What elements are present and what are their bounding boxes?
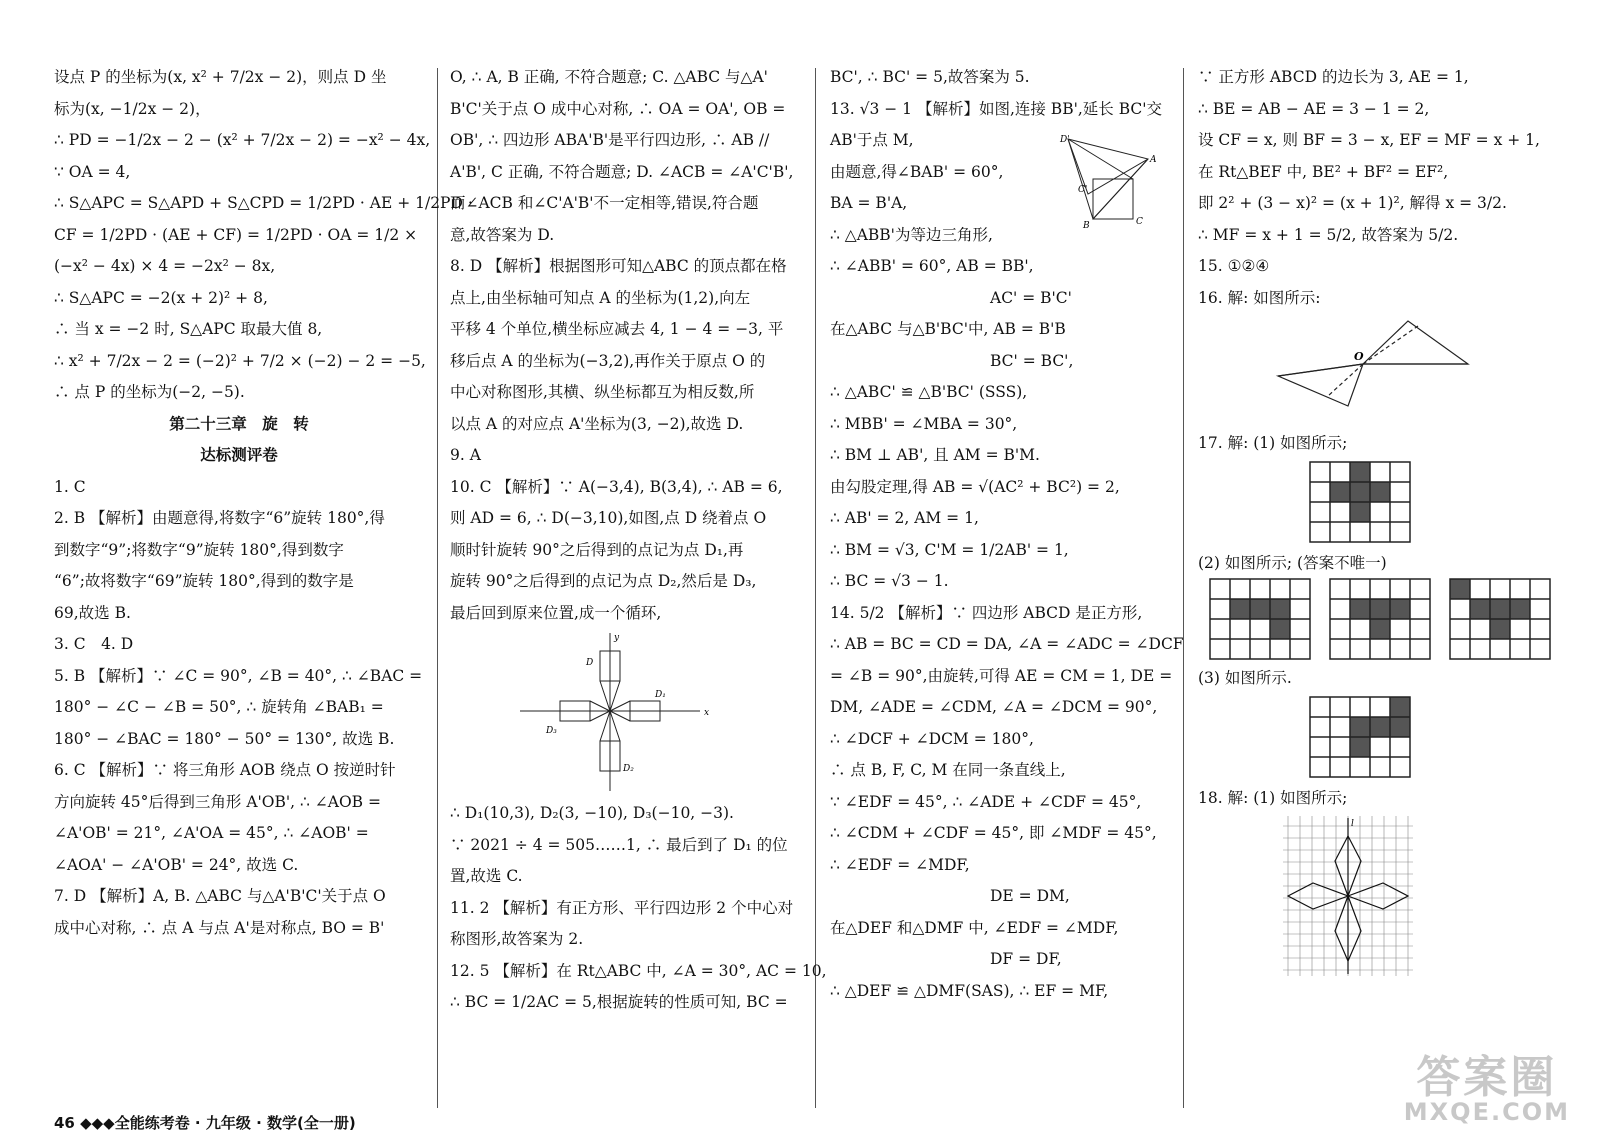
text-line: ∴ D₁(10,3), D₂(3, −10), D₃(−10, −3).	[450, 804, 734, 822]
text-line: CF = 1/2PD · (AE + CF) = 1/2PD · OA = 1/2 ×	[54, 225, 418, 244]
text-line: ∴ ∠DCF + ∠DCM = 180°,	[830, 729, 1034, 748]
text-line: A'B', C 正确, 不符合题意; D. ∠ACB = ∠A'C'B',	[450, 162, 794, 181]
text-line: OB', ∴ 四边形 ABA'B'是平行四边形, ∴ AB //	[450, 131, 770, 149]
text-line: 5. B 【解析】∵ ∠C = 90°, ∠B = 40°, ∴ ∠BAC =	[54, 666, 423, 685]
text-line: ∴ ∠ABB' = 60°, AB = BB',	[830, 257, 1034, 275]
text-line: 顺时针旋转 90°之后得到的点记为点 D₁,再	[450, 540, 744, 559]
section-title: 达标测评卷	[200, 446, 278, 464]
label-D: D	[586, 658, 594, 668]
text-line: 180° − ∠BAC = 180° − 50° = 130°, 故选 B.	[54, 729, 395, 748]
text-line: ∴ 点 B, F, C, M 在同一条直线上,	[830, 761, 1066, 779]
text-line: 成中心对称, ∴ 点 A 与点 A'是对称点, BO = B'	[54, 918, 385, 937]
text-block	[1198, 62, 1578, 314]
text-line: ∵ 正方形 ABCD 的边长为 3, AE = 1,	[1198, 68, 1469, 86]
text-line: DE = DM,	[990, 887, 1070, 905]
text-line: (−x² − 4x) × 4 = −2x² − 8x,	[54, 257, 276, 275]
text-line: 17. 解: (1) 如图所示;	[1198, 434, 1348, 452]
text-line: AC' = B'C'	[990, 288, 1072, 307]
rotation-figure-q10	[520, 631, 720, 796]
text-line: DM, ∠ADE = ∠CDM, ∠A = ∠DCM = 90°,	[830, 698, 1158, 716]
text-line: 69,故选 B.	[54, 603, 131, 622]
text-line: (2) 如图所示; (答案不唯一)	[1198, 553, 1387, 572]
text-block	[450, 62, 800, 629]
label-O: O	[1354, 350, 1364, 363]
label-C-prime: C'	[1078, 185, 1088, 195]
figure-q16	[1258, 316, 1478, 426]
watermark-logo: 答案圈 MXQE.COM	[1403, 1052, 1570, 1126]
text-line: ∴ MF = x + 1 = 5/2, 故答案为 5/2.	[1198, 225, 1459, 244]
label-A: A	[1150, 155, 1157, 165]
text-line: 12. 5 【解析】在 Rt△ABC 中, ∠A = 30°, AC = 10,	[450, 961, 827, 980]
text-line: 7. D 【解析】A, B. △ABC 与△A'B'C'关于点 O	[54, 887, 386, 905]
text-line: ∴ S△APC = S△APD + S△CPD = 1/2PD · AE + 1/2PD ·	[54, 194, 473, 212]
label-D2: D₂	[623, 764, 634, 774]
column-divider-1	[437, 68, 438, 1108]
column-3	[830, 62, 1184, 1007]
text-line: 由勾股定理,得 AB = √(AC² + BC²) = 2,	[830, 477, 1120, 496]
text-line: 置,故选 C.	[450, 867, 523, 885]
text-line: 11. 2 【解析】有正方形、平行四边形 2 个中心对	[450, 898, 794, 917]
text-line: 设 CF = x, 则 BF = 3 − x, EF = MF = x + 1,	[1198, 131, 1540, 149]
label-D: D'	[1060, 135, 1070, 145]
column-divider-2	[815, 68, 816, 1108]
column-divider-3	[1183, 68, 1184, 1108]
text-line: = ∠B = 90°,由旋转,可得 AE = CM = 1, DE =	[830, 666, 1173, 685]
text-line: 设点 P 的坐标为(x, x² + 7/2x − 2)，则点 D 坐	[54, 68, 387, 86]
text-line: 即 2² + (3 − x)² = (x + 1)², 解得 x = 3/2.	[1198, 194, 1507, 212]
label-D3: D₃	[546, 726, 557, 736]
text-line: 而∠ACB 和∠C'A'B'不一定相等,错误,符合题	[450, 194, 759, 212]
text-line: 15. ①②④	[1198, 257, 1270, 275]
text-line: 2. B 【解析】由题意得,将数字“6”旋转 180°,得	[54, 509, 385, 527]
text-line: ∴ S△APC = −2(x + 2)² + 8,	[54, 288, 268, 307]
text-line: O, ∴ A, B 正确, 不符合题意; C. △ABC 与△A'	[450, 68, 768, 86]
text-line: ∴ BC = 1/2AC = 5,根据旋转的性质可知, BC =	[450, 993, 788, 1011]
text-line: BC', ∴ BC' = 5,故答案为 5.	[830, 68, 1030, 86]
grid-figure-q18	[1283, 816, 1413, 976]
grid-figure-q17-3	[1310, 697, 1410, 781]
text-line: 方向旋转 45°后得到三角形 A'OB', ∴ ∠AOB =	[54, 792, 381, 811]
text-line: 称图形,故答案为 2.	[450, 930, 584, 948]
text-line: ∴ BC = √3 − 1.	[830, 572, 949, 590]
grid-figures-q17-2	[1210, 579, 1578, 663]
text-line: 点上,由坐标轴可知点 A 的坐标为(1,2),向左	[450, 288, 751, 307]
chapter-title: 第二十三章 旋 转	[169, 414, 309, 433]
text-line: AB'于点 M,	[830, 131, 914, 149]
text-line: DF = DF,	[990, 950, 1062, 968]
grid-figure	[1450, 579, 1550, 663]
text-line: 6. C 【解析】∵ 将三角形 AOB 绕点 O 按逆时针	[54, 761, 396, 779]
grid-figure	[1330, 579, 1430, 663]
text-line: ∵ ∠EDF = 45°, ∴ ∠ADE + ∠CDF = 45°,	[830, 792, 1142, 811]
text-line: ∴ ∠EDF = ∠MDF,	[830, 855, 970, 874]
text-line: 3. C 4. D	[54, 635, 134, 653]
label-l: l	[1351, 819, 1354, 829]
text-line: 最后回到原来位置,成一个循环,	[450, 603, 662, 622]
text-line: ∠AOA' − ∠A'OB' = 24°, 故选 C.	[54, 855, 299, 874]
text-line: 由题意,得∠BAB' = 60°,	[830, 162, 1004, 181]
y-axis-label: y	[614, 633, 620, 643]
text-line: 旋转 90°之后得到的点记为点 D₂,然后是 D₃,	[450, 572, 757, 590]
text-line: ∵ 2021 ÷ 4 = 505……1, ∴ 最后到了 D₁ 的位	[450, 835, 788, 854]
text-line: ∴ MBB' = ∠MBA = 30°,	[830, 414, 1018, 433]
text-line: 在△ABC 与△B'BC'中, AB = B'B	[830, 320, 1066, 338]
text-line: ∴ AB = BC = CD = DA, ∠A = ∠ADC = ∠DCF	[830, 635, 1184, 653]
text-block	[450, 798, 827, 1019]
text-block	[1198, 663, 1578, 695]
text-line: 18. 解: (1) 如图所示;	[1198, 788, 1348, 807]
text-line: ∠A'OB' = 21°, ∠A'OA = 45°, ∴ ∠AOB' =	[54, 824, 369, 842]
page-footer: 46 ◆◆◆全能练考卷 · 九年级 · 数学(全一册)	[54, 1114, 356, 1132]
grid-figure	[1210, 579, 1310, 663]
text-line: ∴ x² + 7/2x − 2 = (−2)² + 7/2 × (−2) − 2 = −5,	[54, 351, 426, 370]
text-line: 9. A	[450, 446, 481, 464]
text-line: 中心对称图形,其横、纵坐标都互为相反数,所	[450, 383, 755, 401]
text-line: (3) 如图所示.	[1198, 669, 1292, 687]
text-line: 16. 解: 如图所示:	[1198, 288, 1321, 307]
text-line: 移后点 A 的坐标为(−3,2),再作关于原点 O 的	[450, 351, 766, 370]
text-line: B'C'关于点 O 成中心对称, ∴ OA = OA', OB =	[450, 99, 786, 118]
text-block	[54, 62, 473, 409]
text-line: 13. √3 − 1 【解析】如图,连接 BB',延长 BC'交	[830, 99, 1162, 118]
text-line: 到数字“9”;将数字“9”旋转 180°,得到数字	[54, 540, 344, 559]
figure-q13	[1058, 134, 1168, 234]
text-line: 以点 A 的对应点 A'坐标为(3, −2),故选 D.	[450, 414, 744, 433]
text-line: ∴ 点 P 的坐标为(−2, −5).	[54, 383, 245, 401]
text-line: 14. 5/2 【解析】∵ 四边形 ABCD 是正方形,	[830, 603, 1143, 622]
text-line: ∵ OA = 4,	[54, 162, 131, 181]
text-line: ∴ △ABB'为等边三角形,	[830, 225, 993, 244]
text-line: ∴ ∠CDM + ∠CDF = 45°, 即 ∠MDF = 45°,	[830, 824, 1157, 842]
text-line: 则 AD = 6, ∴ D(−3,10),如图,点 D 绕着点 O	[450, 509, 767, 527]
x-axis-label: x	[704, 708, 710, 718]
text-line: 1. C	[54, 477, 86, 496]
text-line: 意,故答案为 D.	[450, 225, 555, 244]
text-line: 标为(x, −1/2x − 2)，	[54, 99, 211, 118]
text-line: ∴ 当 x = −2 时, S△APC 取最大值 8,	[54, 320, 323, 338]
column-2	[450, 62, 827, 1019]
text-line: ∴ △DEF ≌ △DMF(SAS), ∴ EF = MF,	[830, 981, 1109, 1000]
grid-figure-q17-1	[1310, 462, 1410, 546]
text-line: BA = B'A,	[830, 194, 908, 212]
text-line: ∴ △ABC' ≌ △B'BC' (SSS),	[830, 383, 1028, 401]
text-line: 在 Rt△BEF 中, BE² + BF² = EF²,	[1198, 162, 1449, 181]
text-line: 180° − ∠C − ∠B = 50°, ∴ 旋转角 ∠BAB₁ =	[54, 698, 384, 716]
text-line: BC' = BC',	[990, 351, 1074, 370]
text-block	[1198, 783, 1578, 815]
text-block	[54, 472, 424, 945]
text-line: ∴ PD = −1/2x − 2 − (x² + 7/2x − 2) = −x² − 4x,	[54, 131, 431, 149]
text-line: ∴ BE = AB − AE = 3 − 1 = 2,	[1198, 99, 1430, 118]
label-C: C	[1136, 217, 1143, 227]
text-line: ∴ BM ⊥ AB', 且 AM = B'M.	[830, 446, 1040, 464]
text-line: ∴ AB' = 2, AM = 1,	[830, 509, 979, 527]
column-4	[1198, 62, 1578, 978]
text-line: 平移 4 个单位,横坐标应减去 4, 1 − 4 = −3, 平	[450, 320, 784, 338]
text-block	[1198, 428, 1578, 460]
text-line: 10. C 【解析】∵ A(−3,4), B(3,4), ∴ AB = 6,	[450, 477, 783, 496]
text-line: 在△DEF 和△DMF 中, ∠EDF = ∠MDF,	[830, 918, 1119, 937]
label-D1: D₁	[655, 690, 666, 700]
text-line: ∴ BM = √3, C'M = 1/2AB' = 1,	[830, 540, 1069, 559]
text-line: 8. D 【解析】根据图形可知△ABC 的顶点都在格	[450, 257, 787, 275]
text-line: “6”;故将数字“69”旋转 180°,得到的数字是	[54, 572, 354, 590]
label-B: B	[1083, 221, 1090, 231]
text-block	[1198, 548, 1578, 580]
